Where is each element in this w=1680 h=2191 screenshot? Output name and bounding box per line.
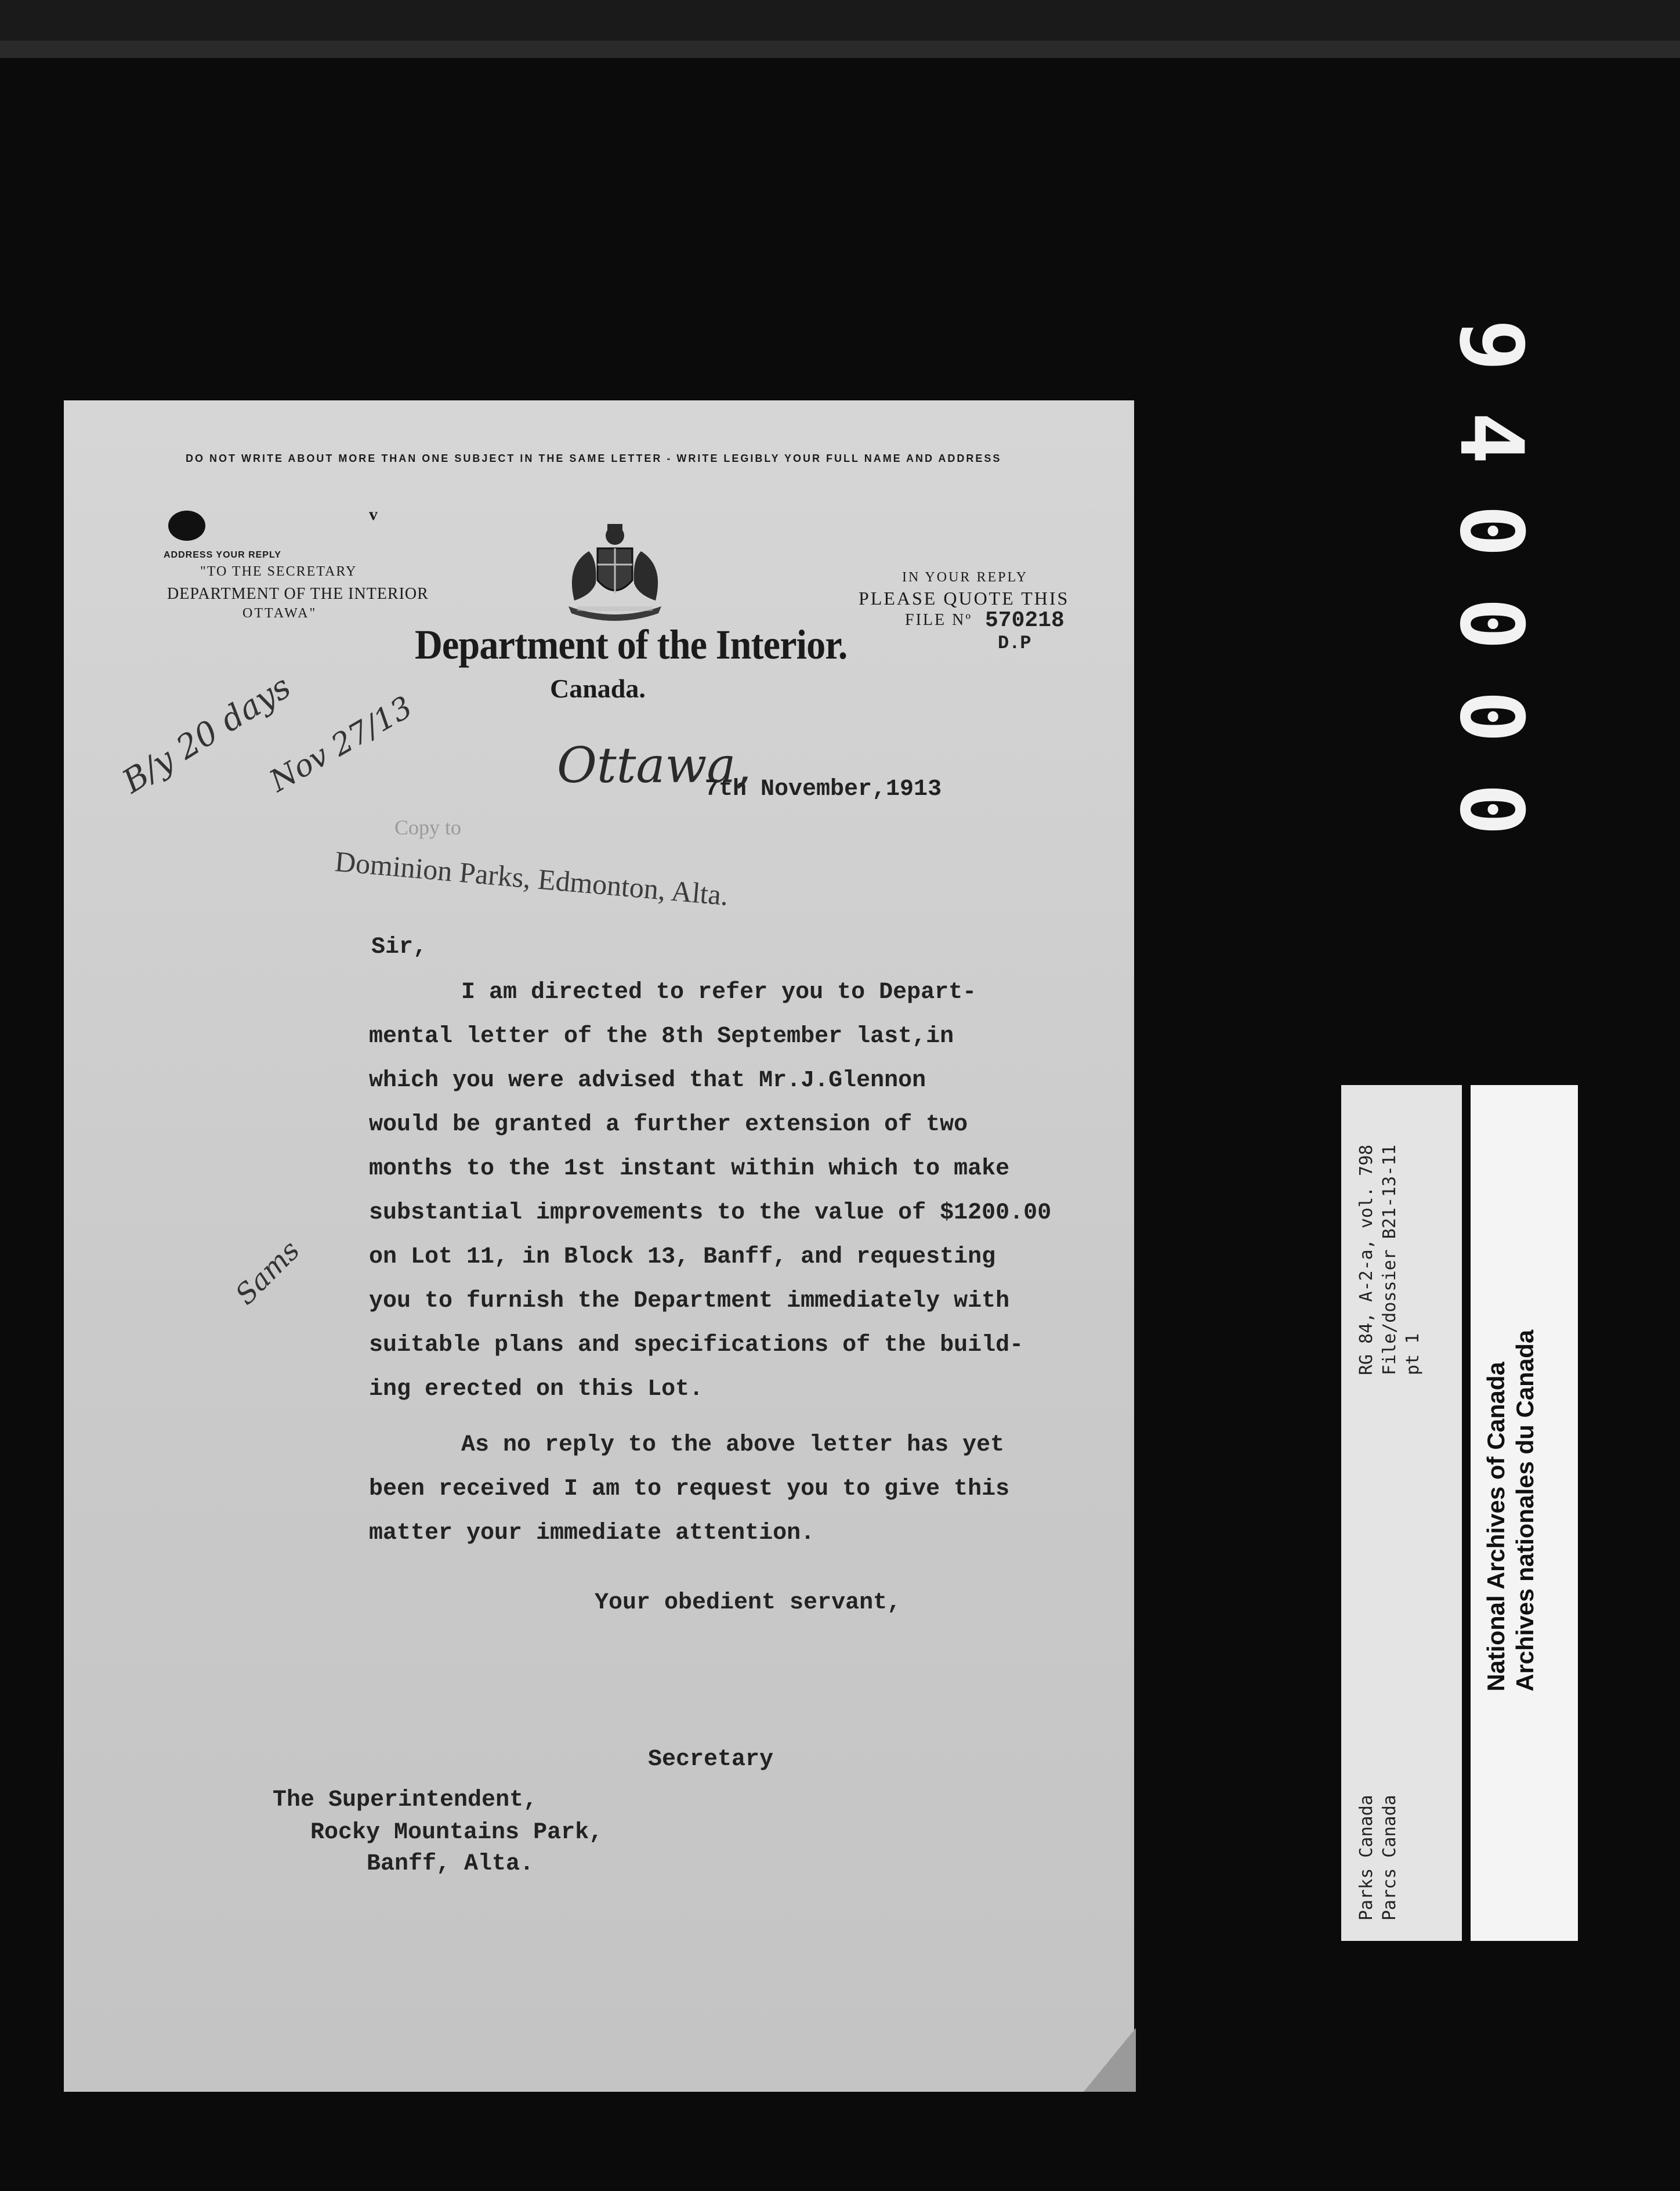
archive-fonds: Parks Canada — [1356, 1795, 1377, 1921]
frame-digit: 0 — [1440, 783, 1541, 836]
punch-hole — [168, 511, 205, 541]
frame-digit: 0 — [1440, 690, 1541, 743]
body-line: been received I am to request you to give this — [369, 1476, 1010, 1502]
frame-digit: 4 — [1440, 411, 1541, 465]
file-suffix: D.P — [998, 632, 1031, 654]
handwritten-note: B/y 20 days — [116, 668, 298, 801]
body-line: would be granted a further extension of two — [369, 1112, 968, 1138]
closing: Your obedient servant, — [595, 1590, 901, 1616]
body-line: suitable plans and specifications of the build- — [369, 1332, 1024, 1358]
copy-stamp: Copy to — [394, 816, 462, 839]
handwritten-date: Nov 27/13 — [264, 689, 419, 799]
body-line: which you were advised that Mr.J.Glennon — [369, 1068, 926, 1094]
reply-line: IN YOUR REPLY — [902, 570, 1029, 585]
body-line: substantial improvements to the value of $1200.00 — [369, 1200, 1052, 1226]
stamp-line: Dominion Parks, Edmonton, Alta. — [334, 844, 730, 912]
recipient-line: The Superintendent, — [273, 1787, 538, 1813]
coat-of-arms-icon — [542, 519, 687, 621]
film-edge — [0, 0, 1680, 41]
file-number: 570218 — [985, 608, 1065, 633]
address-line: ADDRESS YOUR REPLY — [164, 550, 281, 560]
handwritten-initials: Sams — [229, 1234, 306, 1311]
department-title: Department of the Interior. — [415, 621, 848, 668]
frame-digit: 0 — [1440, 504, 1541, 558]
recipient-line: Rocky Mountains Park, — [310, 1820, 603, 1846]
body-line: ing erected on this Lot. — [369, 1376, 704, 1402]
country-title: Canada. — [550, 674, 646, 703]
archive-reference: pt 1 — [1403, 1333, 1423, 1375]
letter-date: 7th November,1913 — [705, 776, 942, 802]
body-line: months to the 1st instant within which to make — [369, 1156, 1010, 1182]
body-line: matter your immediate attention. — [369, 1520, 815, 1546]
body-line: on Lot 11, in Block 13, Banff, and requesting — [369, 1244, 996, 1270]
reply-line: PLEASE QUOTE THIS — [859, 588, 1070, 609]
file-label: FILE Nº — [905, 611, 973, 629]
letterhead-notice: DO NOT WRITE ABOUT MORE THAN ONE SUBJECT IN THE SAME LETTER - WRITE LEGIBLY YOUR FULL NAME AND ADDRESS — [186, 453, 1002, 464]
frame-number — [1433, 302, 1549, 859]
salutation: Sir, — [371, 934, 428, 960]
film-edge-shade — [0, 41, 1680, 58]
archive-fonds: Parcs Canada — [1380, 1795, 1400, 1921]
recipient-line: Banff, Alta. — [367, 1851, 534, 1877]
address-line: "TO THE SECRETARY — [200, 564, 357, 579]
body-line: you to furnish the Department immediately with — [369, 1288, 1010, 1314]
place-name: Ottawa, — [557, 737, 752, 794]
body-line: mental letter of the 8th September last,in — [369, 1024, 954, 1050]
frame-digit: 0 — [1440, 597, 1541, 650]
archive-reference: RG 84, A-2-a, vol. 798 — [1356, 1144, 1377, 1375]
mark-v: v — [369, 505, 378, 524]
signature-title: Secretary — [648, 1747, 774, 1773]
address-line: OTTAWA" — [242, 606, 317, 621]
body-line: I am directed to refer you to Depart- — [461, 979, 977, 1006]
archive-institution: National Archives of Canada — [1482, 1362, 1509, 1691]
archive-reference: File/dossier B21-13-11 — [1380, 1144, 1400, 1375]
frame-digit: 9 — [1440, 319, 1541, 372]
archive-institution: Archives nationales du Canada — [1511, 1329, 1538, 1691]
address-line: DEPARTMENT OF THE INTERIOR — [167, 585, 429, 603]
body-line: As no reply to the above letter has yet — [461, 1432, 1005, 1458]
